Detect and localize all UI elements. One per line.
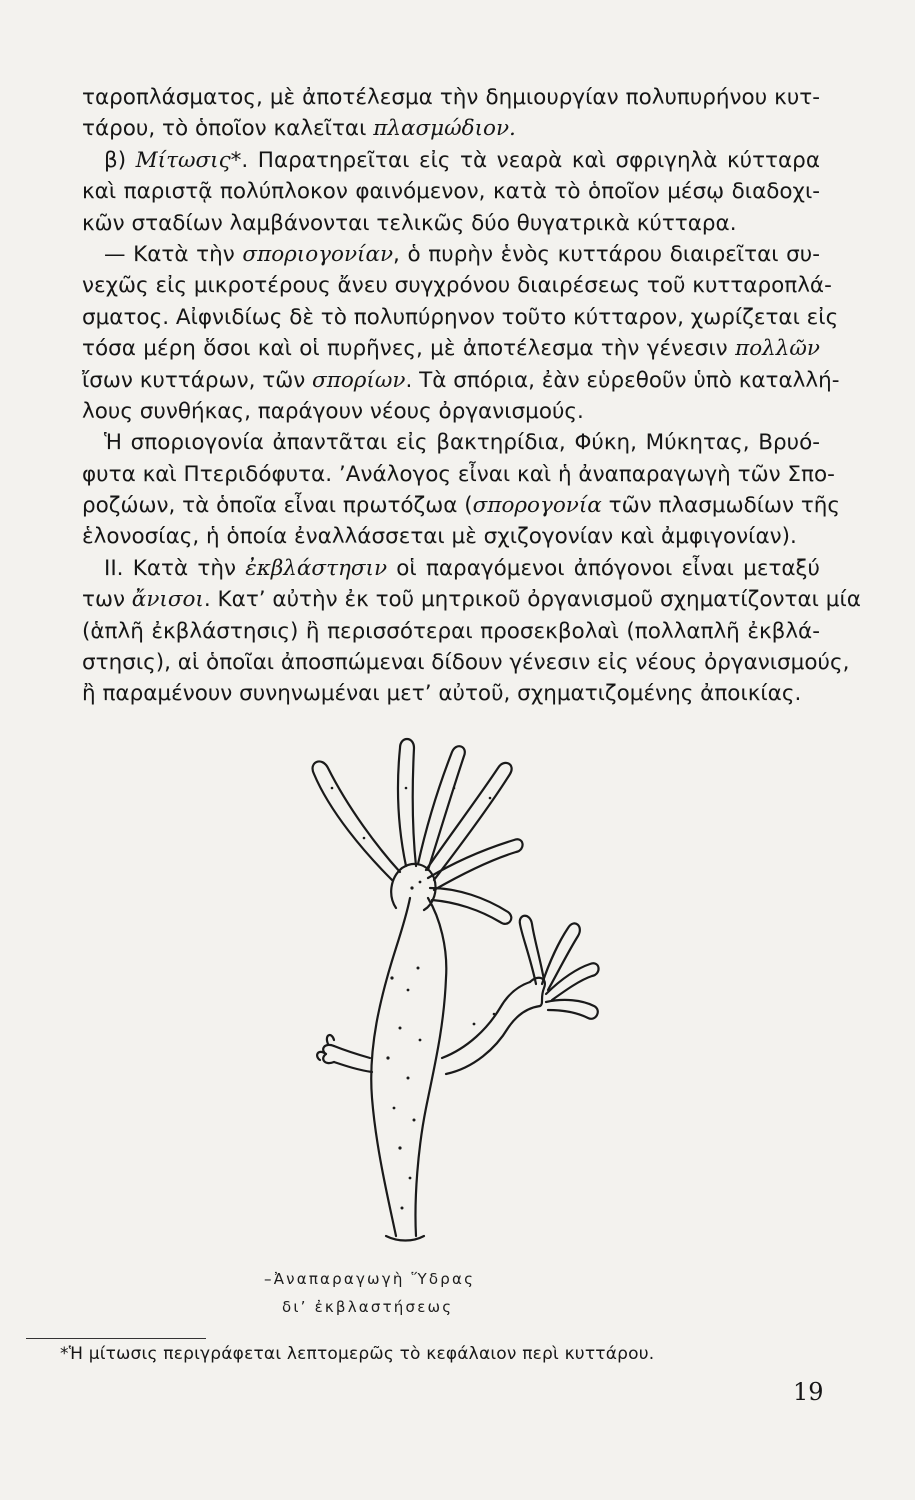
text-line: καὶ παριστᾷ πολύπλοκον φαινόμενον, κατὰ τὸ ὁποῖον μέσῳ διαδοχι- — [82, 179, 820, 205]
page-number: 19 — [793, 1378, 824, 1406]
text-line: λους συνθήκας, παράγουν νέους ὀργανισμούς. — [82, 398, 584, 424]
term-mitosis: Μίτωσις — [135, 147, 231, 173]
text-line: β) Μίτωσις*. Παρατηρεῖται εἰς τὰ νεαρὰ καὶ σφριγηλὰ κύτταρα — [104, 147, 820, 173]
text-line: ἑλονοσίας, ἡ ὁποία ἐναλλάσσεται μὲ σχιζογονίαν καὶ ἀμφιγονίαν). — [82, 524, 797, 550]
text-line: τάρου, τὸ ὁποῖον καλεῖται πλασμώδιον. — [82, 116, 516, 142]
term-unequal: ἄνισοι — [131, 587, 204, 613]
text-line: — Κατὰ τὴν σποριογονίαν, ὁ πυρὴν ἑνὸς κυττάρου διαιρεῖται συ- — [104, 241, 820, 267]
term-sporogony: σποριογονίαν — [242, 241, 394, 267]
term-plasmodium: πλασμώδιον. — [373, 116, 516, 142]
text-line: Ἡ σποριογονία ἀπαντᾶται εἰς βακτηρίδια, Φύκη, Μύκητας, Βρυό- — [104, 430, 820, 456]
term-sporogony-2: σπορογονία — [472, 493, 602, 519]
text-line: ἢ παραμένουν συνηνωμέναι μετ’ αὐτοῦ, σχηματιζομένης ἀποικίας. — [82, 681, 802, 707]
text-line: ροζώων, τὰ ὁποῖα εἶναι πρωτόζωα (σπορογονία τῶν πλασμωδίων τῆς — [82, 493, 841, 519]
footnote-divider — [26, 1338, 206, 1339]
hydra-budding-illustration — [268, 728, 628, 1248]
footnote: *Ἡ μίτωσις περιγράφεται λεπτομερῶς τὸ κεφάλαιον περὶ κυττάρου. — [60, 1344, 655, 1364]
text-line: των ἄνισοι. Κατ’ αὐτὴν ἐκ τοῦ μητρικοῦ ὀργανισμοῦ σχηματίζονται μία — [82, 587, 861, 613]
text-line: ἴσων κυττάρων, τῶν σπορίων. Τὰ σπόρια, ἐὰν εὑρεθοῦν ὑπὸ καταλλή- — [82, 367, 840, 393]
text-line: φυτα καὶ Πτεριδόφυτα. ’Ανάλογος εἶναι καὶ ἡ ἀναπαραγωγὴ τῶν Σπο- — [82, 461, 835, 487]
term-many: πολλῶν — [735, 336, 820, 362]
figure-caption-line2: δι’ ἐκβλαστήσεως — [282, 1298, 454, 1316]
term-spores: σπορίων — [312, 367, 406, 393]
text-line: (ἁπλῆ ἐκβλάστησις) ἢ περισσότεραι προσεκβολαὶ (πολλαπλῆ ἐκβλά- — [82, 618, 820, 644]
text-line: ταροπλάσματος, μὲ ἀποτέλεσμα τὴν δημιουργίαν πολυπυρήνου κυτ- — [82, 85, 820, 110]
text-line: τόσα μέρη ὅσοι καὶ οἱ πυρῆνες, μὲ ἀποτέλεσμα τὴν γένεσιν πολλῶν — [82, 336, 820, 362]
figure-caption-line1: –Ἀναπαραγωγὴ Ὕδρας — [264, 1270, 476, 1288]
term-budding: ἐκβλάστησιν — [245, 555, 388, 581]
text-line: σματος. Αἰφνιδίως δὲ τὸ πολυπύρηνον τοῦτο κύτταρον, χωρίζεται εἰς — [82, 304, 839, 330]
text-line: κῶν σταδίων λαμβάνονται τελικῶς δύο θυγατρικὰ κύτταρα. — [82, 210, 737, 236]
text-line: στησις), αἱ ὁποῖαι ἀποσπώμεναι δίδουν γένεσιν εἰς νέους ὀργανισμούς, — [82, 650, 850, 676]
text-line: ΙΙ. Κατὰ τὴν ἐκβλάστησιν οἱ παραγόμενοι ἀπόγονοι εἶναι μεταξύ — [104, 555, 820, 581]
text-line: νεχῶς εἰς μικροτέρους ἄνευ συγχρόνου διαιρέσεως τοῦ κυτταροπλά- — [82, 273, 832, 299]
main-text — [82, 82, 861, 710]
